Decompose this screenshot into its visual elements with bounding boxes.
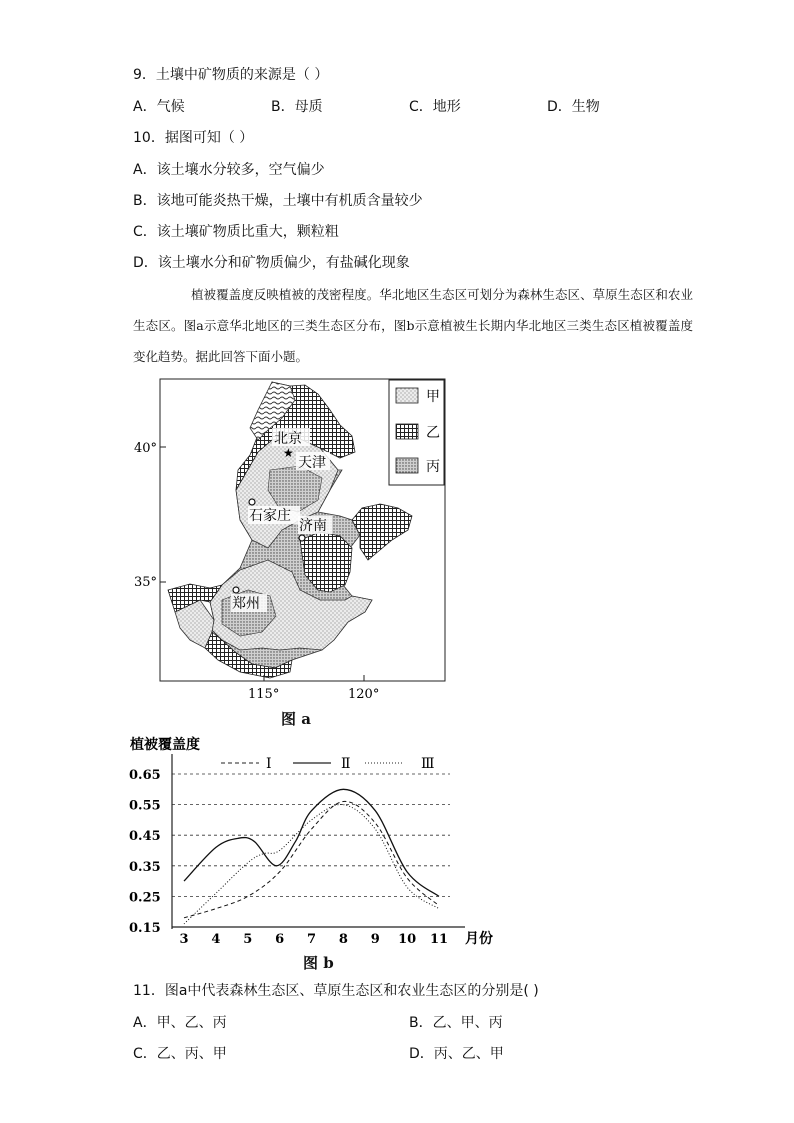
- q10-option-c[interactable]: C．该土壤矿物质比重大，颗粒粗: [133, 224, 339, 240]
- x-tick-label: 11: [429, 932, 449, 947]
- legend-label-I: Ⅰ: [266, 756, 272, 772]
- q10-stem: 10．据图可知（ ）: [133, 130, 254, 146]
- x-ticks: [179, 932, 448, 947]
- q9-option-c[interactable]: C．地形: [409, 99, 461, 115]
- chart-title: 植被覆盖度: [130, 737, 200, 753]
- lat-label-40: 40°: [134, 441, 158, 456]
- figure-a-map: [130, 372, 450, 712]
- legend-label-bing: 丙: [426, 459, 440, 475]
- y-ticks: [129, 768, 161, 936]
- q11-option-c[interactable]: C．乙、丙、甲: [133, 1046, 227, 1062]
- y-tick-label: 0.15: [129, 921, 161, 936]
- intro-text: 植被覆盖度反映植被的茂密程度。华北地区生态区可划分为森林生态区、草原生态区和农业生态区。图a示意华北地区的三类生态区分布，图b示意植被生长期内华北地区三类生态区植被覆盖度变化趋势。据此回答下面小题。: [133, 287, 693, 364]
- lat-label-35: 35°: [134, 575, 158, 590]
- legend-swatch-bing: [396, 458, 418, 473]
- legend-swatch-jia: [396, 388, 418, 403]
- x-tick-label: 3: [179, 932, 189, 947]
- legend-label-II: Ⅱ: [341, 756, 351, 772]
- lon-label-120: 120°: [348, 687, 380, 702]
- chart-legend: [221, 756, 435, 772]
- q11-stem: 11．图a中代表森林生态区、草原生态区和农业生态区的分别是( ): [133, 983, 539, 999]
- x-tick-label: 7: [306, 932, 317, 947]
- q10-option-d[interactable]: D．该土壤水分和矿物质偏少，有盐碱化现象: [133, 255, 410, 271]
- q10-option-a[interactable]: A．该土壤水分较多，空气偏少: [133, 162, 325, 178]
- figure-a-caption: 图 a: [281, 710, 311, 728]
- city-label-beijing: 北京: [274, 431, 302, 447]
- x-tick-label: 9: [370, 932, 380, 947]
- legend-label-III: Ⅲ: [421, 756, 435, 772]
- city-tianjin: [296, 452, 330, 471]
- y-tick-label: 0.35: [129, 859, 161, 875]
- q9-stem: 9．土壤中矿物质的来源是（ ）: [133, 67, 329, 83]
- lon-label-115: 115°: [248, 687, 280, 702]
- series-I-line: [184, 801, 439, 917]
- city-label-shijiazhuang: 石家庄: [249, 508, 291, 524]
- y-tick-label: 0.25: [129, 890, 161, 906]
- q9-option-d[interactable]: D．生物: [547, 99, 600, 115]
- intro-paragraph: [133, 279, 693, 372]
- y-tick-label: 0.55: [129, 798, 161, 814]
- capital-star-icon: ★: [283, 446, 294, 460]
- q11-option-d[interactable]: D．丙、乙、甲: [409, 1046, 504, 1062]
- chart-grid: [172, 774, 450, 896]
- q11-option-b[interactable]: B．乙、甲、丙: [409, 1015, 503, 1031]
- q11-option-a[interactable]: A．甲、乙、丙: [133, 1015, 227, 1031]
- legend-swatch-yi: [396, 424, 418, 439]
- region-yi-peninsula: [352, 504, 412, 560]
- y-tick-label: 0.65: [129, 768, 161, 783]
- x-tick-label: 10: [398, 932, 417, 947]
- series-III-line: [184, 804, 439, 923]
- q9-option-a[interactable]: A．气候: [133, 99, 185, 115]
- y-tick-label: 0.45: [129, 829, 161, 845]
- x-tick-label: 5: [243, 932, 253, 947]
- map-legend: [389, 380, 444, 485]
- q10-option-b[interactable]: B．该地可能炎热干燥，土壤中有机质含量较少: [133, 193, 423, 209]
- x-tick-label: 8: [338, 932, 348, 947]
- x-tick-label: 6: [275, 932, 285, 947]
- figure-b-chart: [125, 732, 505, 952]
- x-axis-label: 月份: [465, 931, 493, 947]
- city-label-tianjin: 天津: [298, 455, 326, 471]
- legend-label-jia: 甲: [426, 389, 440, 405]
- city-label-zhengzhou: 郑州: [232, 596, 260, 612]
- chart-series: [184, 789, 439, 924]
- city-label-jinan: 济南: [299, 518, 327, 534]
- legend-label-yi: 乙: [426, 425, 440, 441]
- series-II-line: [184, 789, 439, 896]
- figure-b-caption: 图 b: [303, 954, 334, 972]
- x-tick-label: 4: [211, 932, 221, 947]
- q9-option-b[interactable]: B．母质: [271, 99, 323, 115]
